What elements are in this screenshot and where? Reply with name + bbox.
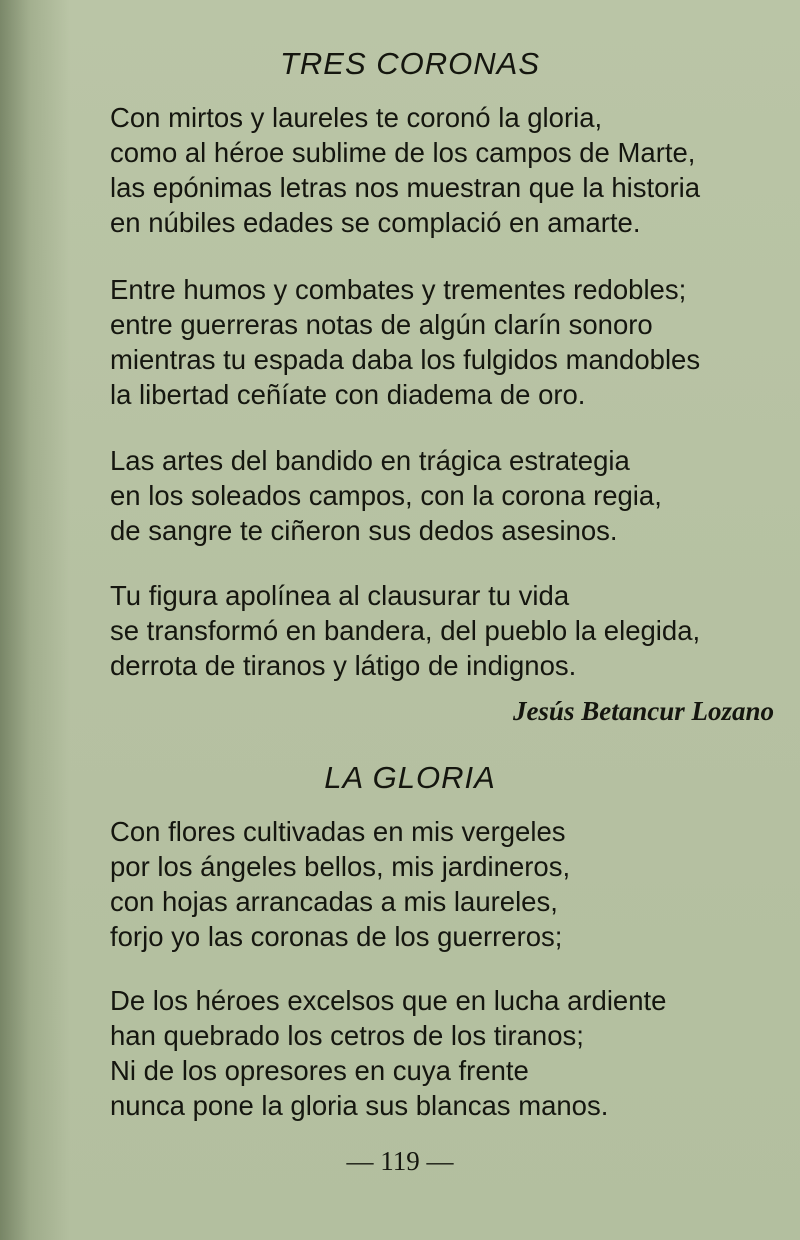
verse-line: como al héroe sublime de los campos de Marte, <box>110 137 696 168</box>
stanza <box>110 100 790 240</box>
verse-line: forjo yo las coronas de los guerreros; <box>110 921 563 952</box>
verse-line: Entre humos y combates y trementes redobles; <box>110 274 687 305</box>
author-signature: Jesús Betancur Lozano <box>512 696 774 726</box>
verse-line: Con flores cultivadas en mis vergeles <box>110 816 566 847</box>
verse-line: entre guerreras notas de algún clarín sonoro <box>110 309 653 340</box>
verse-line: derrota de tiranos y látigo de indignos. <box>110 650 577 681</box>
verse-line: en los soleados campos, con la corona regia, <box>110 480 662 511</box>
stanza <box>110 983 790 1123</box>
verse-line: De los héroes excelsos que en lucha ardiente <box>110 985 667 1016</box>
verse-line: Las artes del bandido en trágica estrategia <box>110 445 630 476</box>
verse-line: Ni de los opresores en cuya frente <box>110 1055 529 1086</box>
verse-line: en núbiles edades se complació en amarte. <box>110 207 641 238</box>
verse-line: Tu figura apolínea al clausurar tu vida <box>110 580 570 611</box>
verse-line: de sangre te ciñeron sus dedos asesinos. <box>110 515 618 546</box>
stanza <box>110 272 790 412</box>
stanza <box>110 578 790 683</box>
poem-title: TRES CORONAS <box>279 46 541 81</box>
verse-line: las epónimas letras nos muestran que la historia <box>110 172 701 203</box>
verse-line: Con mirtos y laureles te coronó la gloria, <box>110 102 603 133</box>
poem-title: LA GLORIA <box>324 760 496 795</box>
page-number: — 119 — <box>346 1146 454 1176</box>
verse-line: han quebrado los cetros de los tiranos; <box>110 1020 584 1051</box>
verse-line: mientras tu espada daba los fulgidos mandobles <box>110 344 701 375</box>
verse-line: por los ángeles bellos, mis jardineros, <box>110 851 571 882</box>
stanza <box>110 814 790 954</box>
verse-line: se transformó en bandera, del pueblo la elegida, <box>110 615 701 646</box>
stanza <box>110 443 790 548</box>
verse-line: nunca pone la gloria sus blancas manos. <box>110 1090 609 1121</box>
verse-line: la libertad ceñíate con diadema de oro. <box>110 379 586 410</box>
verse-line: con hojas arrancadas a mis laureles, <box>110 886 558 917</box>
